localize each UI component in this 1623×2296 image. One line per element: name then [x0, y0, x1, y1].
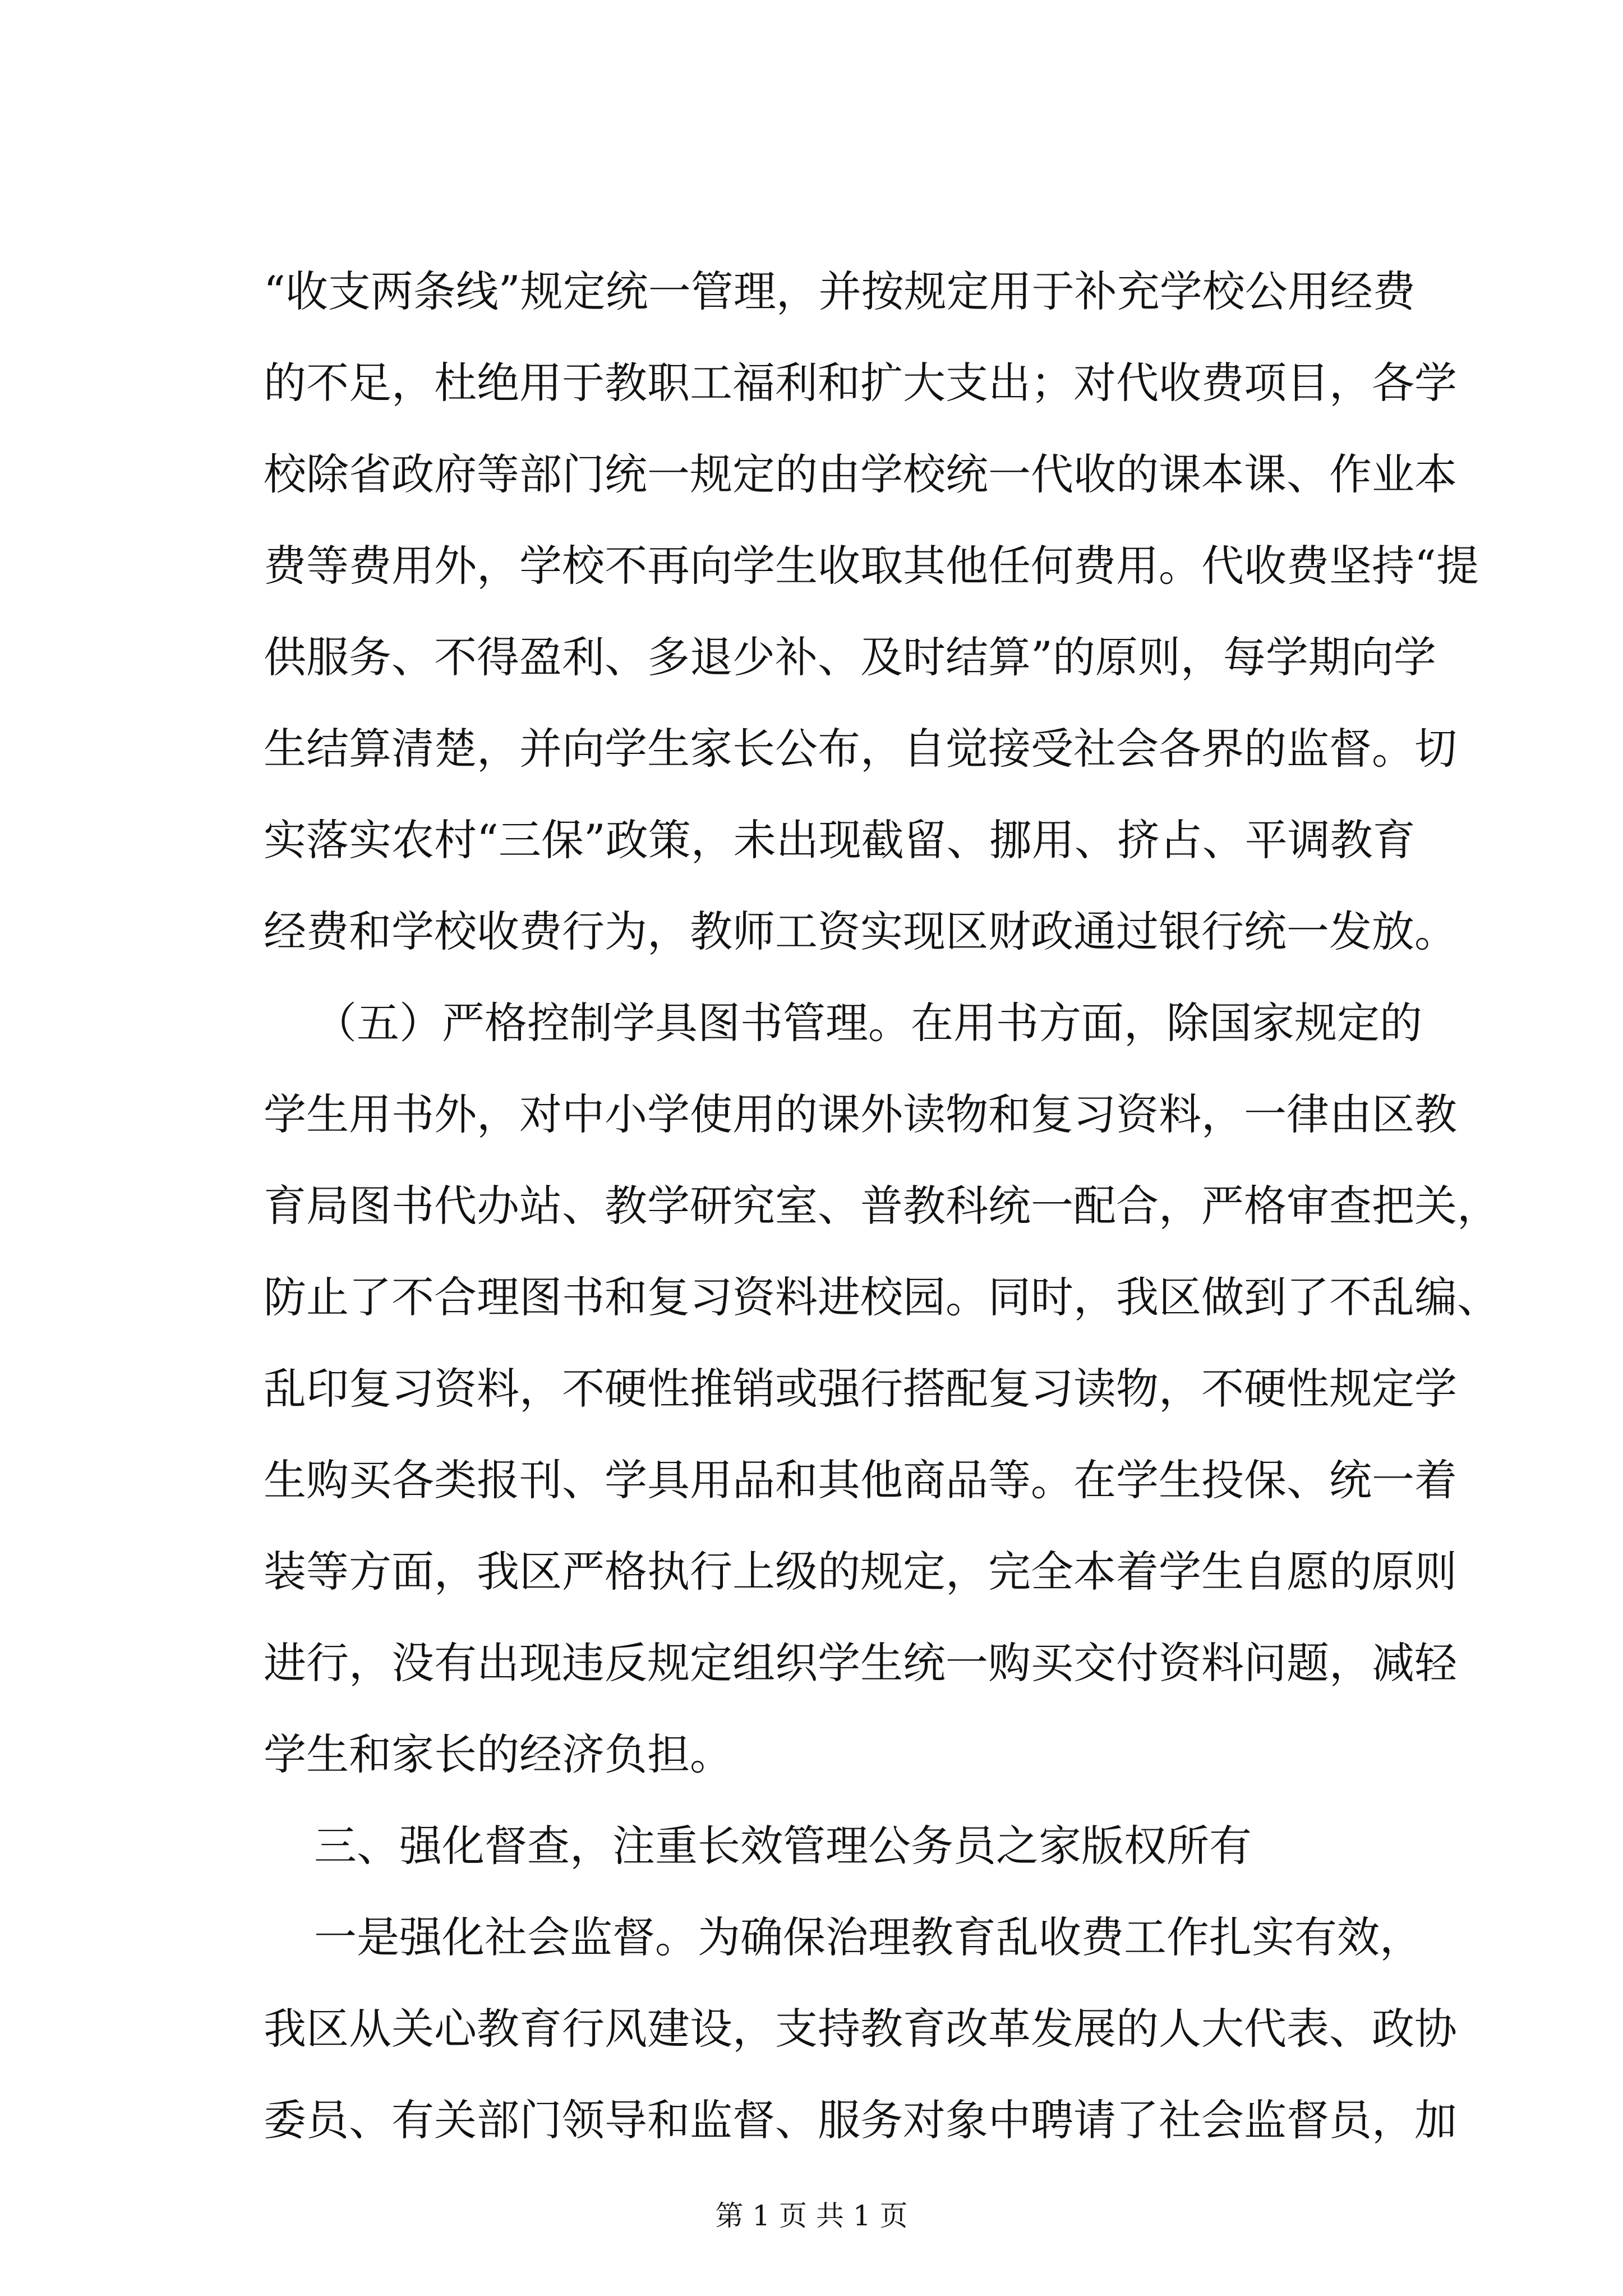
- body-line-7: 实落实农村“三保”政策，未出现截留、挪用、挤占、平调教育: [264, 815, 1415, 865]
- section-heading-3: 三、强化督查，注重长效管理公务员之家版权所有: [314, 1821, 1252, 1871]
- body-line-20: 我区从关心教育行风建设，支持教育改革发展的人大代表、政协: [264, 2004, 1457, 2054]
- body-line-4: 费等费用外，学校不再向学生收取其他任何费用。代收费坚持“提: [264, 541, 1479, 591]
- page-footer: 第 1 页 共 1 页: [715, 2200, 908, 2232]
- body-line-17: 学生和家长的经济负担。: [264, 1729, 732, 1779]
- body-line-5: 供服务、不得盈利、多退少补、及时结算”的原则，每学期向学: [264, 632, 1436, 682]
- body-line-14: 生购买各类报刊、学具用品和其他商品等。在学生投保、统一着: [264, 1455, 1457, 1505]
- body-line-21: 委员、有关部门领导和监督、服务对象中聘请了社会监督员，加: [264, 2095, 1457, 2145]
- body-line-16: 进行，没有出现违反规定组织学生统一购买交付资料问题，减轻: [264, 1638, 1457, 1688]
- body-line-3: 校除省政府等部门统一规定的由学校统一代收的课本课、作业本: [264, 449, 1457, 499]
- body-line-10: 学生用书外，对中小学使用的课外读物和复习资料，一律由区教: [264, 1089, 1457, 1139]
- paragraph-heading-5: （五）严格控制学具图书管理。在用书方面，除国家规定的: [314, 998, 1422, 1048]
- body-line-12: 防止了不合理图书和复习资料进校园。同时，我区做到了不乱编、: [264, 1272, 1500, 1322]
- body-line-11: 育局图书代办站、教学研究室、普教科统一配合，严格审查把关，: [264, 1181, 1500, 1231]
- body-line-19: 一是强化社会监督。为确保治理教育乱收费工作扎实有效，: [314, 1912, 1422, 1962]
- body-line-13: 乱印复习资料，不硬性推销或强行搭配复习读物，不硬性规定学: [264, 1364, 1457, 1414]
- body-line-2: 的不足，杜绝用于教职工福利和扩大支出；对代收费项目，各学: [264, 358, 1457, 408]
- body-line-8: 经费和学校收费行为，教师工资实现区财政通过银行统一发放。: [264, 907, 1457, 956]
- body-line-1: “收支两条线”规定统一管理，并按规定用于补充学校公用经费: [264, 266, 1415, 316]
- body-line-6: 生结算清楚，并向学生家长公布，自觉接受社会各界的监督。切: [264, 724, 1457, 774]
- body-line-15: 装等方面，我区严格执行上级的规定，完全本着学生自愿的原则: [264, 1547, 1457, 1596]
